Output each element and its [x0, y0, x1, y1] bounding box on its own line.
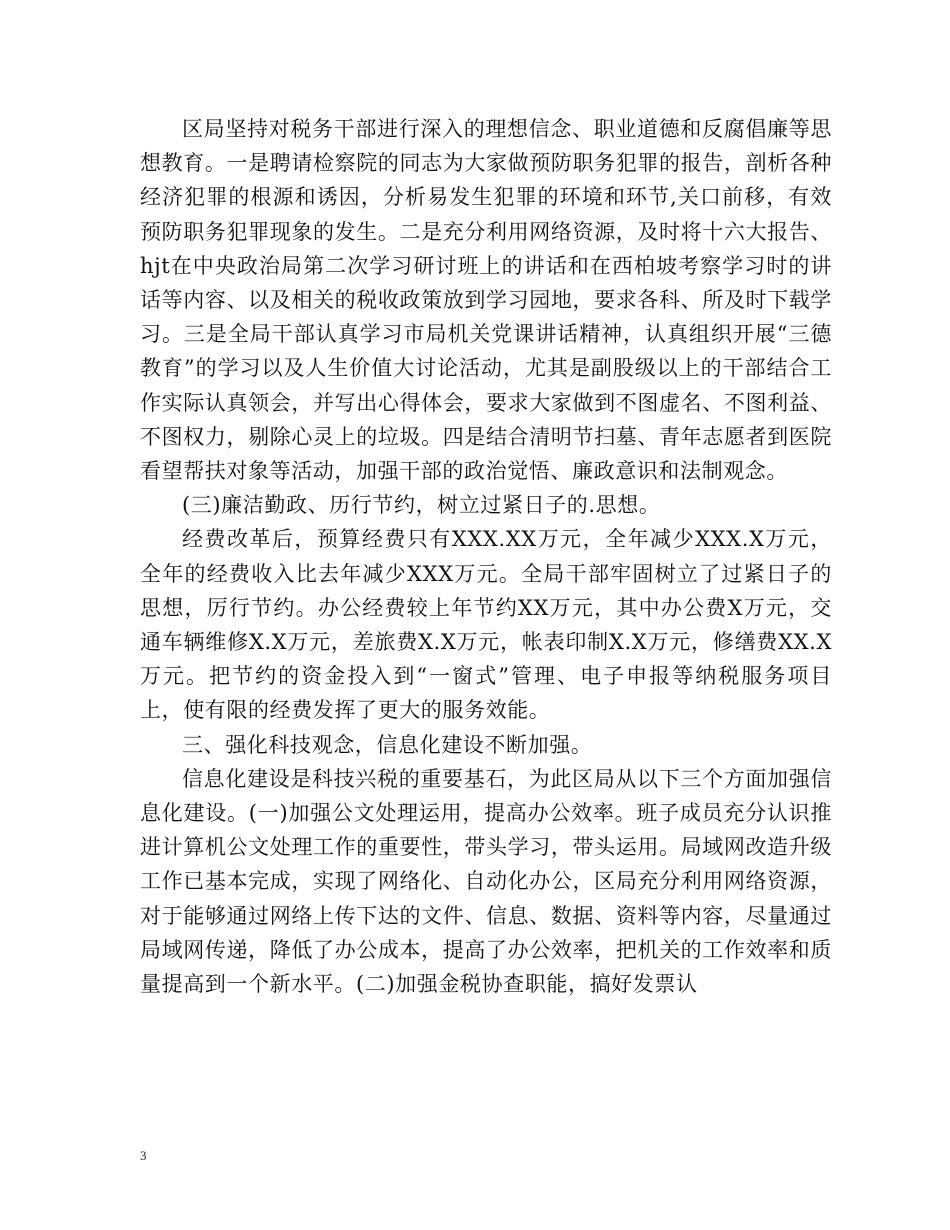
section-heading-technology: 三、强化科技观念，信息化建设不断加强。	[182, 732, 593, 757]
paragraph-informatization: 信息化建设是科技兴税的重要基石，为此区局从以下三个方面加强信息化建设。(一)加强公文处理运用，提高办公效率。班子成员充分认识推进计算机公文处理工作的重要性，带头学习，带头运用。局域网改造升级工作已基本完成，实现了网络化、自动化办公，区局充分利用网络资源，对于能够通过网络上传下达的文件、信息、数据、资料等内容，尽量通过局域网传递，降低了办公成本，提高了办公效率，把机关的工作效率和质量提高到一个新水平。(二)加强金税协查职能，搞好发票认	[140, 766, 832, 997]
paragraph-education: 区局坚持对税务干部进行深入的理想信念、职业道德和反腐倡廉等思想教育。一是聘请检察院的同志为大家做预防职务犯罪的报告，剖析各种经济犯罪的根源和诱因，分析易发生犯罪的环境和环节,关口前移，有效预防职务犯罪现象的发生。二是充分利用网络资源，及时将十六大报告、hjt在中央政治局第二次学习研讨班上的讲话和在西柏坡考察学习时的讲话等内容、以及相关的税收政策放到学习园地，要求各科、所及时下载学习。三是全局干部认真学习市局机关党课讲话精神，认真组织开展“三德教育”的学习以及人生价值大讨论活动，尤其是副股级以上的干部结合工作实际认真领会，并写出心得体会，要求大家做到不图虚名、不图利益、不图权力，剔除心灵上的垃圾。四是结合清明节扫墓、青年志愿者到医院看望帮扶对象等活动，加强干部的政治觉悟、廉政意识和法制观念。	[140, 117, 832, 484]
document-body	[140, 112, 832, 1001]
paragraph-heading-frugality: (三)廉洁勤政、历行节约，树立过紧日子的.思想。	[182, 493, 661, 518]
page-number: 3	[140, 1148, 147, 1163]
paragraph-budget: 经费改革后，预算经费只有XXX.XX万元，全年减少XXX.X万元，全年的经费收入比去年减少XXX万元。全局干部牢固树立了过紧日子的思想，厉行节约。办公经费较上年节约XX万元，其中办公费X万元，交通车辆维修X.X万元，差旅费X.X万元，帐表印制X.X万元，修缮费XX.X万元。把节约的资金投入到“一窗式”管理、电子申报等纳税服务项目上，使有限的经费发挥了更大的服务效能。	[140, 527, 832, 723]
